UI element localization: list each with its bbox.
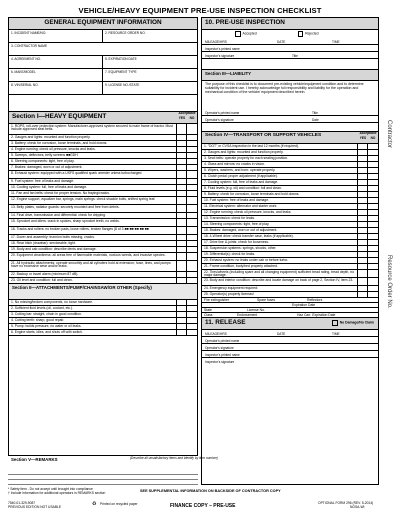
liability-header: Section III—LIABILITY (202, 70, 378, 81)
checklist-row (9, 124, 197, 135)
checklist-item-label: 1. No missing/broken components, no loose hardware. (11, 300, 93, 304)
no-checkbox[interactable] (367, 150, 378, 155)
no-checkbox[interactable] (186, 227, 197, 234)
checklist-item-label: 14. Final drive, transmission and differential: check for dripping. (11, 213, 106, 217)
transport-header (202, 132, 378, 144)
checklist-item-label: 6. Clutch pedal: proper adjustment (if applicable). (204, 174, 278, 178)
general-field-row (9, 43, 197, 56)
no-damage-wrap (332, 320, 374, 326)
liability-operator-sig-label: Operator's signature (205, 118, 234, 122)
acceptable-label: Acceptable (359, 131, 377, 135)
liability-operator-name-label: Operator's printed name (205, 111, 240, 115)
checklist-row (202, 278, 378, 286)
no-checkbox[interactable] (186, 191, 197, 196)
no-checkbox[interactable] (367, 156, 378, 161)
right-column (201, 17, 379, 485)
checklist-item-label: 23. Oil level and condition: full and clean. (11, 278, 73, 282)
exp-date-label: Expiration Date (292, 303, 316, 307)
accepted-label: Accepted (242, 31, 257, 36)
no-checkbox[interactable] (186, 153, 197, 158)
footer-recycled: Printed on recycled paper (100, 502, 138, 506)
heavy-items (9, 124, 197, 284)
accept-row (202, 30, 378, 38)
no-checkbox[interactable] (186, 306, 197, 311)
release-inspector-sig[interactable]: Inspector's signature (205, 360, 235, 364)
footer-optional-form: OPTIONAL FORM 296 (REV. 5-2014) (318, 501, 374, 505)
footer-supplemental: SEE SUPPLEMENTAL INFORMATION ON BACKSIDE OF CONTRACTOR COPY (140, 489, 281, 493)
no-checkbox[interactable] (186, 318, 197, 323)
no-checkbox[interactable] (367, 286, 378, 291)
checklist-item-label: 16. 4-Wheel drive: check transfer case, leaks (if applicable). (204, 234, 294, 238)
no-checkbox[interactable] (186, 278, 197, 283)
checklist-item-label: 3. Cutting bar: straight, chain in good condition. (11, 312, 82, 316)
side-contractor: Contractor (386, 120, 392, 149)
no-checkbox[interactable] (186, 124, 197, 134)
general-field-row (9, 30, 197, 43)
no-checkbox[interactable] (186, 219, 197, 226)
no-checkbox[interactable] (367, 216, 378, 221)
general-field[interactable]: 2. RESOURCE ORDER NO. (105, 31, 146, 35)
rejected-label: Rejected (305, 31, 319, 36)
no-damage-label: No Damage/No Claim (339, 320, 374, 325)
checklist-item-label: 17. Dozer and assembly: trunnion bolts missing, cracks. (11, 235, 95, 239)
checklist-item-label: 22. Tires/wheels (including spare and all changing equipment) sufficient tread rating, tread depth, no major damage. (204, 270, 354, 278)
general-fields (9, 30, 197, 95)
checklist-item-label: 20. Equipment cleanliness: all areas free of flammable materials, noxious weeds, and invasive species. (11, 253, 166, 257)
reflectors-label: Reflectors (307, 298, 323, 302)
acceptable-label: Acceptable (178, 111, 196, 115)
footer-note-2: † Include information for additional operators in REMARKS section (8, 491, 106, 495)
no-checkbox[interactable] (186, 253, 197, 260)
endorsement-label: Endorsement (237, 313, 258, 317)
checklist-item-label: 13. Transmission: check for leaks. (204, 216, 256, 220)
liability-date-label: Date (312, 118, 319, 122)
yes-label: YES (359, 136, 367, 140)
spacer (202, 59, 378, 70)
checklist-item-label: 5. Pump: builds pressure, no water or oil leaks. (11, 324, 82, 328)
checklist-row (9, 197, 197, 205)
footer-form-no: 7540-01-329-9087 (8, 501, 36, 505)
no-checkbox[interactable] (186, 312, 197, 317)
checklist-item-label: 11. Fan and fan belts: check for proper tension. No fraying/cracks. (11, 191, 110, 195)
recycle-icon: ♻ (92, 501, 97, 507)
checklist-item-label: 2. Gauges and lights: mounted and function properly. (204, 150, 284, 154)
checklist-item-label: 4. Engine running: check oil pressure, knocks and leaks. (11, 147, 96, 151)
spare-fuses-label: Spare fuses (257, 298, 276, 302)
general-field-row (9, 69, 197, 82)
no-checkbox[interactable] (367, 252, 378, 257)
no-checkbox[interactable] (367, 180, 378, 185)
remarks-header-label: Section V—REMARKS (11, 457, 58, 462)
general-field[interactable]: 6. MAKE/MODEL (9, 69, 103, 81)
side-resource-order: Resource Order No. (386, 255, 392, 309)
no-checkbox[interactable] (367, 174, 378, 179)
no-checkbox[interactable] (367, 264, 378, 269)
checklist-item-label: 16. Tracks and rollers: no broken pads, loose rollers, broken flanges (8 of 3 ■■ ■■ ■■ ■■ ■■ (11, 227, 149, 231)
checklist-item-label: 2. Gauges and lights: mounted and function properly. (11, 135, 91, 139)
checklist-row (9, 227, 197, 235)
no-damage-checkbox[interactable] (332, 320, 338, 326)
no-checkbox[interactable] (186, 185, 197, 190)
checklist-item-label: 5. Wipers, washers, and horn: operate properly. (204, 168, 276, 172)
left-column (8, 17, 198, 485)
no-checkbox[interactable] (367, 144, 378, 149)
checklist-item-label: 10. Fuel system: free of leaks and damage. (204, 198, 270, 202)
footer-finance-copy: FINANCE COPY – PRE-USE (170, 503, 236, 509)
checklist-item-label: 6. Steering components: tight, free of play. (11, 159, 75, 163)
checklist-item-label: 24. Emergency equipment required: (204, 286, 258, 290)
general-field[interactable]: 9. LICENSE NO./STATE (105, 83, 140, 87)
checklist-item-label: 8. Fluid levels (e.g. oil) and condition: full and clean. (204, 186, 282, 190)
no-checkbox[interactable] (186, 171, 197, 178)
no-checkbox[interactable] (186, 261, 197, 271)
general-field[interactable]: 4. AGREEMENT NO. (9, 56, 103, 68)
liability-text: The purpose of this checklist is to document pre-existing vehicle/equipment condition and to determine suitability for incident use. I hereby acknowledge full responsibility and liability for the operation and mechanical condition of the vehicle/ equipment described herein. (205, 82, 364, 95)
no-checkbox[interactable] (367, 210, 378, 215)
release-date: DATE (277, 332, 286, 336)
checklist-item-label: 7. Brakes: damaged, worn or out of adjustment. (11, 165, 83, 169)
class-label: Class (204, 313, 213, 317)
checklist-item-label: 11. Electrical system: alternator and starter work. (204, 204, 278, 208)
yes-label: YES (178, 116, 186, 120)
heavy-header (9, 112, 197, 124)
checklist-item-label: 19. Differential(s): check for leaks. (204, 252, 256, 256)
checklist-item-label: 1. ROPS, roll-over protection system: Manufacturer-approved system secured to main frame of tractor. Must include approved seat belts. (11, 124, 173, 132)
general-field[interactable]: 7. EQUIPMENT TYPE (105, 70, 137, 74)
no-label: NO (370, 136, 376, 140)
no-checkbox[interactable] (186, 235, 197, 240)
general-field[interactable]: 8. VIN/SERIAL NO. (9, 82, 103, 94)
no-checkbox[interactable] (186, 213, 197, 218)
no-checkbox[interactable] (186, 205, 197, 212)
checklist-item-label: 15. Sprocket and idlers: crack in spokes, sharp sprocket teeth, no welds. (11, 219, 120, 223)
pre-use-date: DATE (277, 40, 286, 44)
checklist-item-label: 3. Battery: check for corrosion, loose terminals, and hold downs. (11, 141, 108, 145)
checklist-item-label: 20. Exhaust system: no leaks under cab or before turbo. (204, 258, 289, 262)
no-checkbox[interactable] (367, 278, 378, 285)
release-inspector-name[interactable]: Inspector's printed name (202, 351, 378, 358)
checklist-row (9, 278, 197, 284)
form-title: VEHICLE/HEAVY EQUIPMENT PRE-USE INSPECTION CHECKLIST (78, 6, 322, 15)
no-checkbox[interactable] (367, 258, 378, 263)
no-checkbox[interactable] (186, 135, 197, 140)
checklist-item-label: 21. Frame condition, body/bed properly attached. (204, 264, 278, 268)
pre-use-inspector-name[interactable]: Inspector's printed name (202, 45, 378, 52)
release-header-label: 11. RELEASE (205, 319, 246, 326)
pre-use-mileage-row (202, 38, 378, 45)
no-checkbox[interactable] (186, 272, 197, 277)
release-header (202, 318, 378, 330)
no-checkbox[interactable] (186, 241, 197, 246)
heavy-header-label: Section I—HEAVY EQUIPMENT (12, 113, 107, 120)
no-checkbox[interactable] (186, 165, 197, 170)
checklist-item-label: 8. Exhaust system: equipped with a USFS qualified spark arrester unless turbocharged. (11, 171, 143, 175)
no-checkbox[interactable] (367, 204, 378, 209)
checklist-item-label: 15. Brakes: damaged, worn or out of adjustment. (204, 228, 278, 232)
checklist-item-label: 17. Drive line U-joints: check for looseness. (204, 240, 270, 244)
no-checkbox[interactable] (367, 192, 378, 197)
no-checkbox[interactable] (186, 300, 197, 305)
license-no-label: License No. (247, 308, 265, 312)
checklist-item-label: 5. Sweeps, deflectors, belly screens ■■GDH (11, 153, 78, 157)
transport-header-label: Section IV—TRANSPORT OR SUPPORT VEHICLES (205, 133, 322, 138)
general-header: GENERAL EQUIPMENT INFORMATION (9, 18, 197, 30)
state-label: State (204, 308, 212, 312)
general-field[interactable]: 5. EXPIRATION DATE (105, 57, 137, 61)
footer-prev-edition: PREVIOUS EDITION NOT USABLE (8, 505, 62, 509)
liability-operator-name[interactable] (202, 109, 378, 116)
checklist-item-label: 10. Cooling system: full, free of leaks and damage. (11, 185, 88, 189)
general-field-row (9, 82, 197, 95)
pre-use-sig-label: Inspector's signature (205, 54, 235, 58)
transport-items (202, 144, 378, 298)
no-checkbox[interactable] (367, 228, 378, 233)
no-checkbox[interactable] (367, 222, 378, 227)
no-checkbox[interactable] (367, 162, 378, 167)
no-checkbox[interactable] (367, 246, 378, 251)
fire-ext-label: Fire extinguisher (204, 298, 230, 302)
general-field[interactable]: 3. CONTRACTOR NAME (11, 44, 48, 48)
no-checkbox[interactable] (186, 330, 197, 335)
no-checkbox[interactable] (367, 270, 378, 277)
release-mileage: MILEAGE/HRS (205, 332, 227, 336)
release-operator-name[interactable]: Operator's printed name (202, 337, 378, 344)
checklist-item-label: 9. Fuel system: free of leaks and damage. (11, 179, 75, 183)
checklist-item-label: 7. Cooling system: full, free of leaks and damage. (204, 180, 279, 184)
checklist-item-label: 12. Engine running: check oil pressure, knocks, and leaks. (204, 210, 292, 214)
checklist-row (9, 205, 197, 213)
rejected-checkbox[interactable] (298, 31, 304, 37)
attachments-header: Section II—ATTACHMENTS/PUMP/CHAINSAW/OR OTHER (Specify) (9, 284, 197, 300)
no-checkbox[interactable] (186, 141, 197, 146)
checklist-item-label: 4. Cutting teeth: sharp, good repair. (11, 318, 65, 322)
pre-use-header: 10. PRE-USE INSPECTION (202, 18, 378, 30)
checklist-item-label: 22. Backup or travel alarm (minimum 87 dB). (11, 272, 79, 276)
checklist-item-label: 25. Operator(s) properly licensed (204, 292, 254, 296)
checklist-item-label: 19. Body and cab condition: describe dents and damage. (11, 247, 97, 251)
no-checkbox[interactable] (367, 168, 378, 173)
no-checkbox[interactable] (186, 179, 197, 184)
checklist-row (9, 219, 197, 227)
general-field[interactable]: 1. INCIDENT NAME/NO. (9, 30, 103, 42)
checklist-item-label: 14. Steering components: tight, free of play. (204, 222, 270, 226)
footer-prescribed: NGSA-WI (350, 505, 365, 509)
no-checkbox[interactable] (186, 197, 197, 204)
checklist-row (9, 330, 197, 336)
no-checkbox[interactable] (186, 159, 197, 164)
checklist-item-label: 1. "DOT" or CVSA inspection in the last 12 months (if required). (204, 144, 299, 148)
no-checkbox[interactable] (367, 234, 378, 239)
pre-use-title-label: Title (292, 54, 298, 58)
accepted-checkbox[interactable] (235, 31, 241, 37)
checklist-item-label: 13. Belly plates, radiator guards: securely mounted and free from debris. (11, 205, 120, 209)
checklist-item-label: 3. Seat belts: operate properly for each seating position. (204, 156, 289, 160)
checklist-row (9, 261, 197, 272)
remarks-lines[interactable] (8, 464, 198, 485)
checklist-item-label: 18. Rear hitch (drawbar): serviceable, tight. (11, 241, 76, 245)
footer-note-1: * Safety item - Do not accept until brought into compliance (8, 487, 93, 491)
checklist-item-label: 23. Body and interior condition: describe and locate damage on back of page 2, Section IV, item 23. (204, 278, 354, 282)
general-field-row (9, 56, 197, 69)
attachment-items (9, 300, 197, 336)
remarks-note: (Describe all unsatisfactory items and identify by item number) (130, 456, 218, 460)
no-checkbox[interactable] (367, 198, 378, 203)
no-checkbox[interactable] (367, 186, 378, 191)
checklist-item-label: 12. Engine support, equalizer bar, springs, main springs: check shackle bolts, shifted spring leaf. (11, 197, 156, 201)
pre-use-time: TIME (332, 40, 340, 44)
no-checkbox[interactable] (367, 240, 378, 245)
pre-use-inspector-sig[interactable] (202, 52, 378, 59)
release-time: TIME (332, 332, 340, 336)
checklist-row (9, 171, 197, 179)
pre-use-mileage: MILEAGE/HRS (205, 40, 227, 44)
checklist-item-label: 4. Glass and mirrors: no cracks in vision. (204, 162, 266, 166)
no-checkbox[interactable] (186, 147, 197, 152)
haz-card-label: Haz Carr. Expiration Date (297, 313, 336, 317)
release-operator-sig[interactable]: Operator's signature (202, 344, 378, 351)
checklist-item-label: 6. Engine starts, idles, and shuts off with switch. (11, 330, 83, 334)
liability-title-label: Title (312, 111, 318, 115)
checklist-row (202, 270, 378, 278)
no-label: NO (189, 116, 195, 120)
no-checkbox[interactable] (367, 292, 378, 297)
checklist-item-label: 21. All hydraulic attachments: operate smoothly and all cylinders hold at extension; hose, lines, and pumps have no excessive wear and/or leaks. (11, 261, 171, 269)
checklist-item-label: 18. Suspension systems: springs, shocks, other. (204, 246, 277, 250)
checklist-row (9, 253, 197, 261)
liability-operator-sig[interactable] (202, 116, 378, 123)
spacer (202, 123, 378, 132)
no-checkbox[interactable] (186, 324, 197, 329)
checklist-item-label: 9. Battery: check for corrosion, loose terminals and hold downs. (204, 192, 300, 196)
spacer (9, 95, 197, 112)
no-checkbox[interactable] (186, 247, 197, 252)
release-mileage-row (202, 330, 378, 337)
checklist-item-label: 2. Sufficient fluid levels (oil, coolant, etc.). (11, 306, 74, 310)
